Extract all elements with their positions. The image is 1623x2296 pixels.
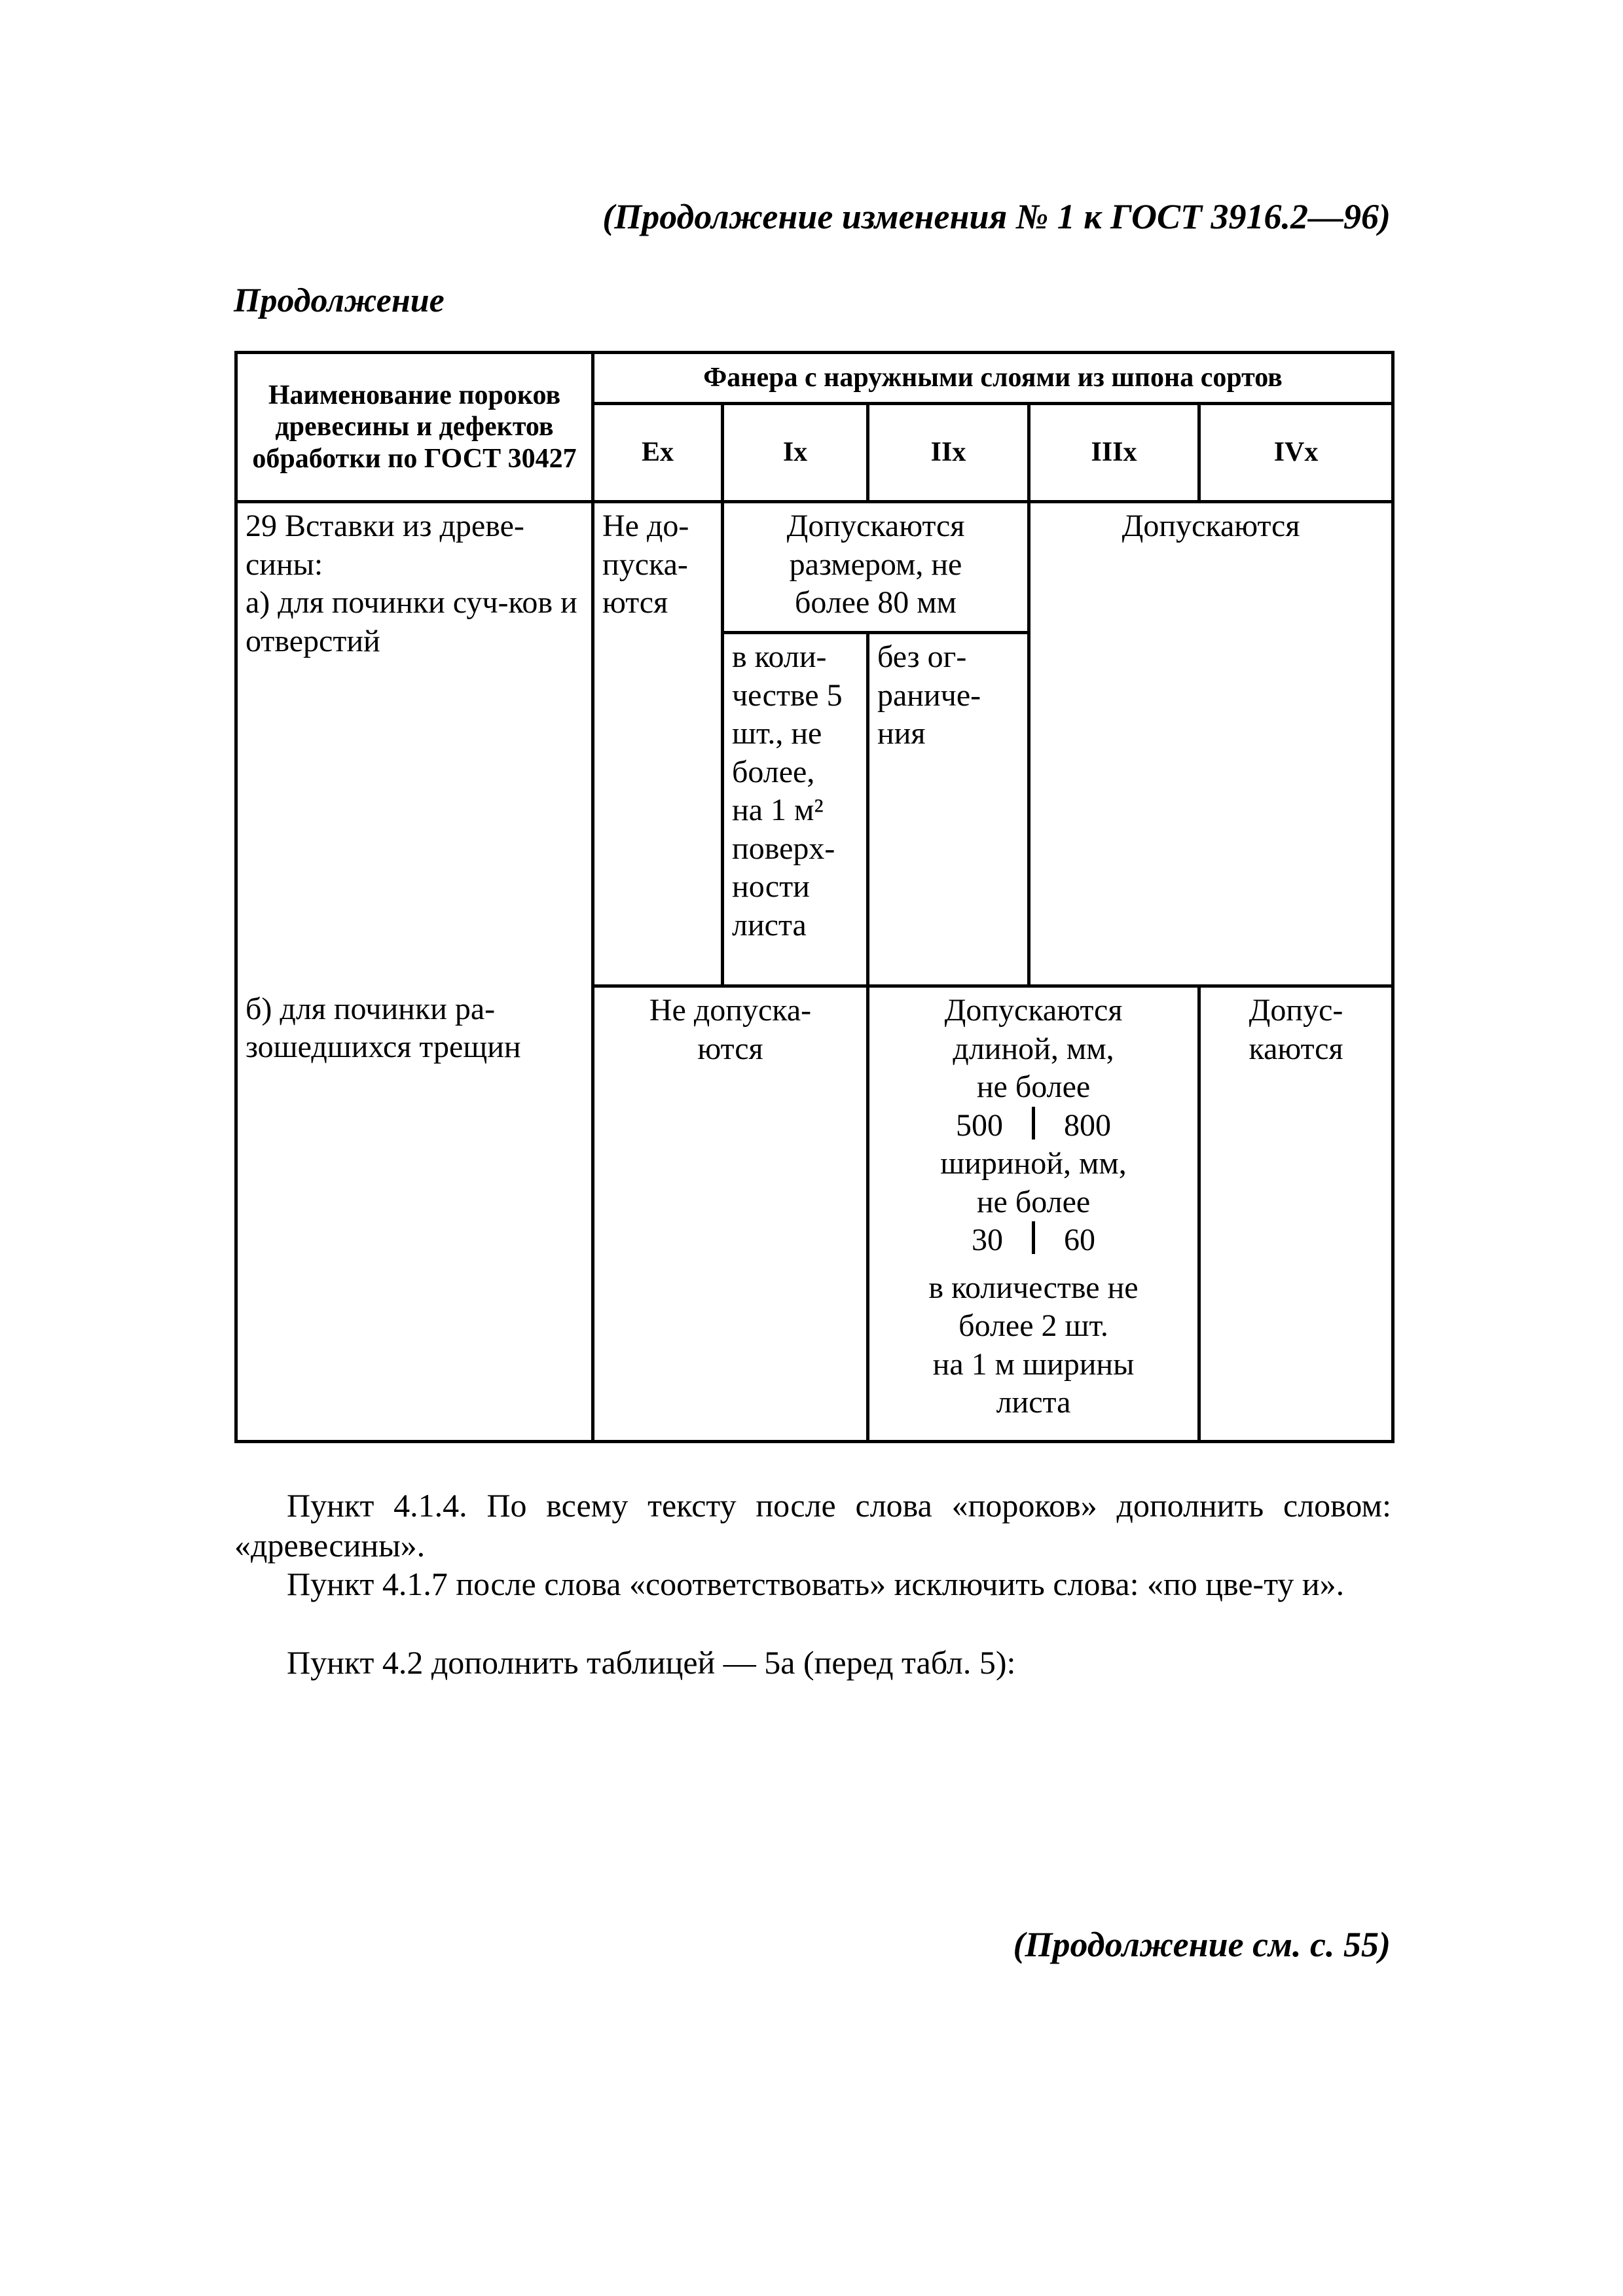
row-29b-ivx: Допус- каются: [1199, 986, 1393, 1442]
grade-header-ivx: IVx: [1199, 404, 1393, 502]
row-29b-length-values: [877, 1107, 1190, 1145]
row-29a-ix-iix-size: Допускаются размером, не более 80 мм: [723, 502, 1029, 633]
row-29b-iix-iiix: [868, 986, 1199, 1442]
paragraph-4-1-4: Пункт 4.1.4. По всему тексту после слова «пороков» дополнить словом: «древесины».: [234, 1487, 1391, 1564]
continuation-label: Продолжение: [234, 282, 445, 319]
value-separator: [1032, 1107, 1035, 1139]
defect-name-header: Наименование пороков древесины и дефектов обработки по ГОСТ 30427: [236, 353, 593, 502]
grade-header-ix: Ix: [723, 404, 868, 502]
row-29b-width-iiix: 60: [1064, 1223, 1095, 1258]
document-footer-reference: (Продолжение см. с. 55): [1013, 1925, 1391, 1964]
row-29b-ex-ix: Не допуска- ются: [593, 986, 868, 1442]
row-29b-width-values: [877, 1221, 1190, 1260]
row-29a-name: 29 Вставки из древе-сины: а) для починки суч-ков и отверстий: [236, 502, 593, 986]
paragraph-4-1-7: Пункт 4.1.7 после слова «соответствовать» исключить слова: «по цве-ту и».: [287, 1566, 1345, 1602]
document-header-reference: (Продолжение изменения № 1 к ГОСТ 3916.2—96): [602, 197, 1391, 236]
row-29a-iiix-ivx: Допускаются: [1029, 502, 1393, 986]
row-29a-iix: без ог- раниче- ния: [868, 633, 1029, 986]
grade-header-iiix: IIIx: [1029, 404, 1199, 502]
row-29a-ix: в коли- честве 5 шт., не более, на 1 м² поверх- ности листа: [723, 633, 868, 986]
defects-table: [234, 351, 1395, 1443]
grade-header-ex: Ex: [593, 404, 723, 502]
value-separator: [1032, 1221, 1035, 1254]
row-29b-width-iix: 30: [972, 1223, 1003, 1258]
grade-header-iix: IIx: [868, 404, 1029, 502]
row-29b-length-iiix: 800: [1064, 1107, 1111, 1143]
plywood-grades-header: Фанера с наружными слоями из шпона сортов: [593, 353, 1393, 404]
row-29a-ex: Не до- пуска- ются: [593, 502, 723, 986]
paragraph-4-2: Пункт 4.2 дополнить таблицей — 5а (перед табл. 5):: [287, 1644, 1016, 1681]
row-29b-length-intro: Допускаются длиной, мм, не более: [944, 993, 1123, 1105]
row-29b-length-iix: 500: [956, 1107, 1003, 1143]
row-29b-name: б) для починки ра-зошедшихся трещин: [236, 986, 593, 1442]
row-29b-width-intro: шириной, мм, не более: [940, 1146, 1127, 1219]
row-29b-count-note: в количестве не более 2 шт. на 1 м ширины листа: [928, 1270, 1139, 1420]
